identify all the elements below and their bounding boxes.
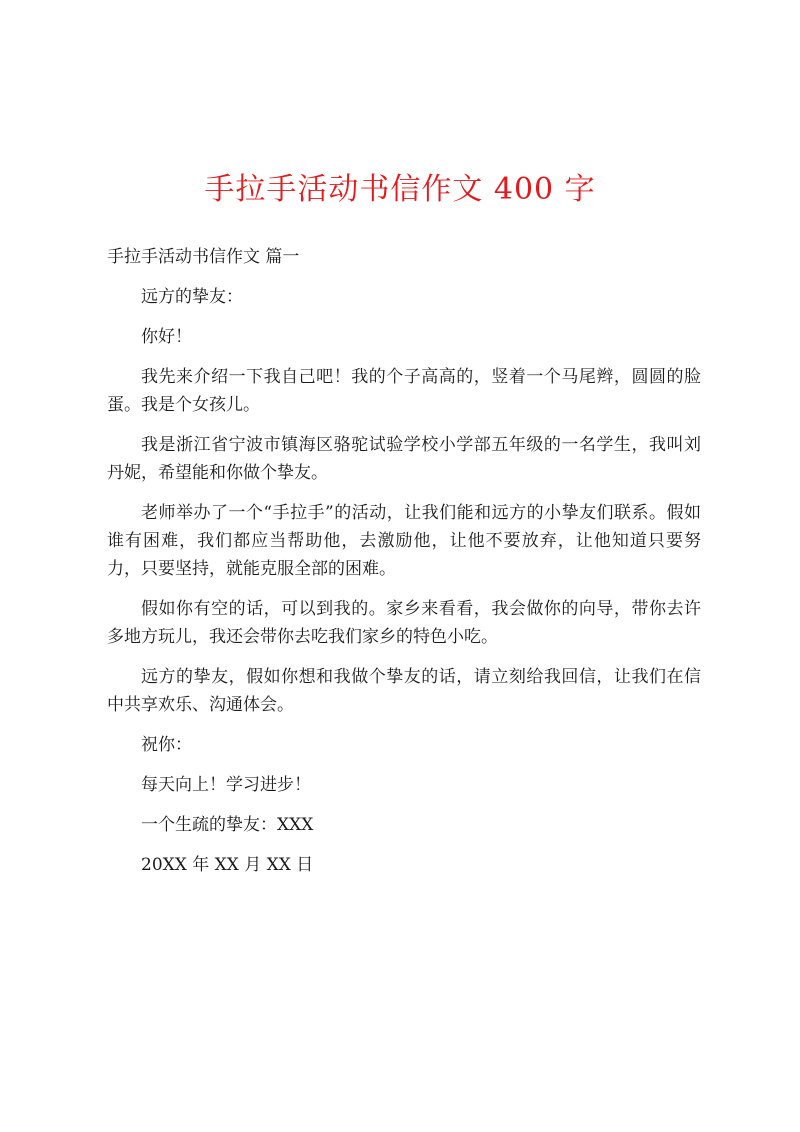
letter-body xyxy=(107,243,701,891)
paragraph-invitation: 假如你有空的话，可以到我的。家乡来看看，我会做你的向导，带你去许多地方玩儿，我还会带你去吃我们家乡的特色小吃。 xyxy=(107,599,701,647)
signature: 一个生疏的挚友：XXX xyxy=(141,815,314,835)
paragraph-intro: 我先来介绍一下我自己吧！我的个子高高的，竖着一个马尾辫，圆圆的脸蛋。我是个女孩儿。 xyxy=(107,367,701,415)
paragraph-activity: 老师举办了一个“手拉手”的活动，让我们能和远方的小挚友们联系。假如谁有困难，我们都应当帮助他，去激励他，让他不要放弃，让他知道只要努力，只要坚持，就能克服全部的困难。 xyxy=(107,503,701,579)
paragraph-request: 远方的挚友，假如你想和我做个挚友的话，请立刻给我回信，让我们在信中共享欢乐、沟通体会。 xyxy=(107,667,701,715)
date-line: 20XX 年 XX 月 XX 日 xyxy=(141,855,314,875)
greeting: 你好！ xyxy=(141,327,192,347)
salutation: 远方的挚友： xyxy=(141,287,243,307)
page-title: 手拉手活动书信作文 400 字 xyxy=(204,172,596,207)
section-heading: 手拉手活动书信作文 篇一 xyxy=(107,247,300,267)
closing-blessing: 每天向上！学习进步！ xyxy=(141,775,311,795)
closing-wish: 祝你： xyxy=(141,735,192,755)
paragraph-school: 我是浙江省宁波市镇海区骆驼试验学校小学部五年级的一名学生，我叫刘丹妮，希望能和你做个挚友。 xyxy=(107,435,701,483)
